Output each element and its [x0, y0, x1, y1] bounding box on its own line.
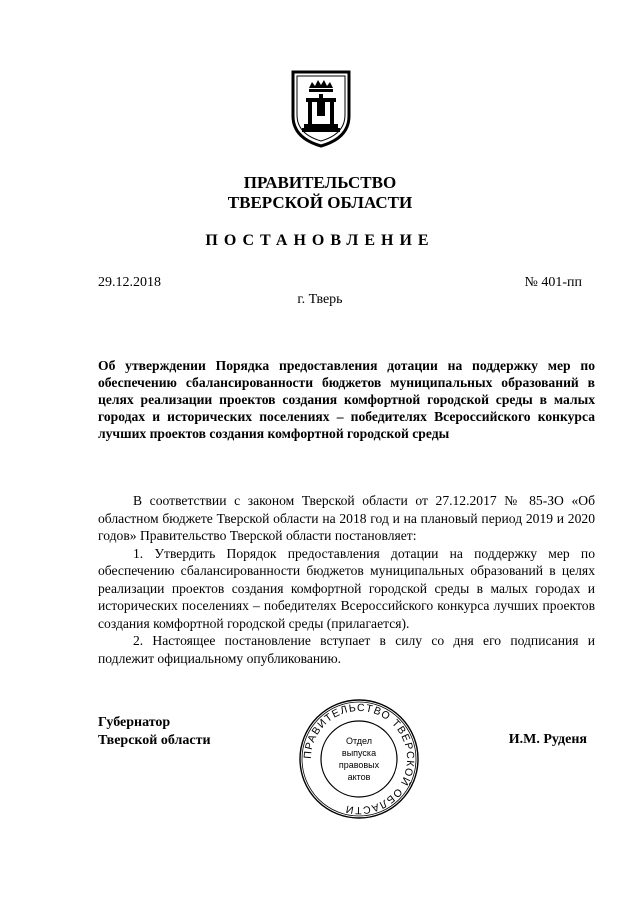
document-date: 29.12.2018: [98, 275, 161, 290]
document-subject: Об утверждении Порядка предоставления дотации на поддержку мер по обеспечению сбалансированности бюджетов муниципальных образований в целях реализации проектов создания комфортной городской среды в малых городах и исторических поселениях – победителях Всероссийского конкурса лучших проектов создания комфортной городской среды: [98, 358, 595, 441]
signatory-position-line2: Тверской области: [98, 733, 211, 748]
body-intro: В соответствии с законом Тверской области от 27.12.2017 № 85-ЗО «Об областном бюджете Тверской области на 2018 год и на плановый период 2019 и 2020 годов» Правительство Тверской области постановляет:: [98, 493, 595, 543]
stamp-center-line-4: актов: [347, 772, 371, 782]
document-city: г. Тверь: [297, 292, 343, 307]
signatory-name: И.М. Руденя: [508, 732, 587, 747]
body-item-2: 2. Настоящее постановление вступает в силу со дня его подписания и подлежит официальному опубликованию.: [98, 633, 595, 666]
stamp-center-line-1: Отдел: [345, 736, 373, 746]
stamp-ring-text: ПРАВИТЕЛЬСТВО ТВЕРСКОЙ ОБЛАСТИ: [301, 701, 417, 817]
signatory-position-line1: Губернатор: [98, 715, 171, 730]
body-item-1: 1. Утвердить Порядок предоставления дотации на поддержку мер по обеспечению сбалансированности бюджетов муниципальных образований в целях реализации проектов создания комфортной городской среды в малых городах и исторических поселениях – победителях Всероссийского конкурса лучших проектов создания комфортной городской среды (прилагается).: [98, 545, 595, 631]
official-stamp: [297, 697, 421, 821]
government-region: ТВЕРСКОЙ ОБЛАСТИ: [227, 193, 413, 212]
document-number: № 401-пп: [524, 275, 582, 290]
government-title: ПРАВИТЕЛЬСТВО: [243, 173, 397, 192]
signatory-position: [98, 714, 211, 750]
svg-text:ПРАВИТЕЛЬСТВО ТВЕРСКОЙ ОБЛАСТИ: [302, 702, 416, 816]
tver-coat-of-arms-icon: [290, 68, 352, 148]
document-body: [98, 492, 595, 667]
stamp-center-line-2: выпуска: [341, 748, 377, 758]
stamp-center-line-3: правовых: [338, 760, 380, 770]
document-type: ПОСТАНОВЛЕНИЕ: [205, 232, 435, 249]
